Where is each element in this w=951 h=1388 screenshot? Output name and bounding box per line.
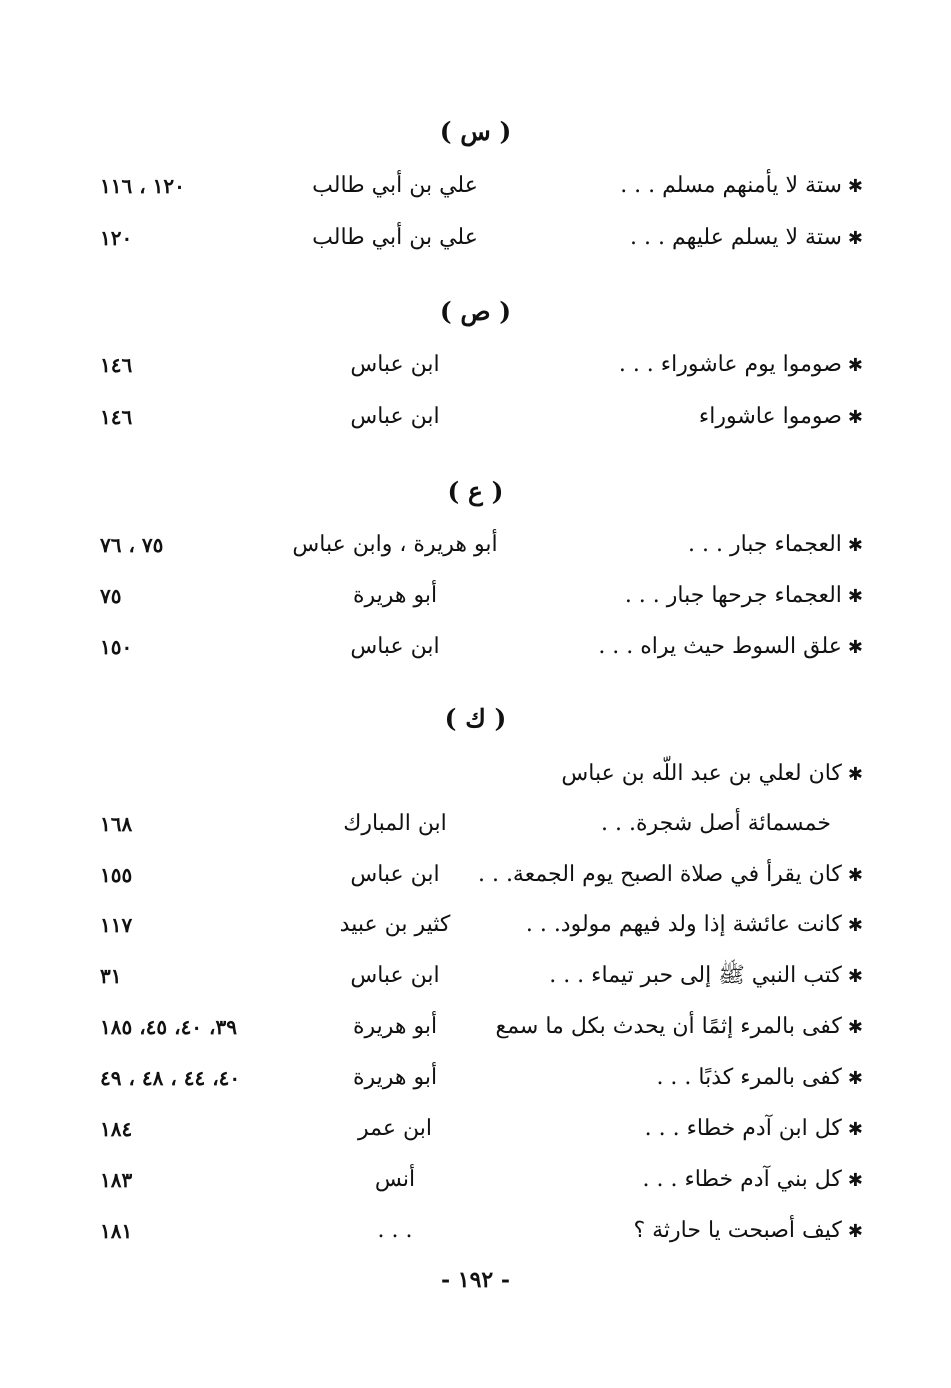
- hadith-text: [561, 754, 863, 795]
- hadith-text-label: ستة لا يسلم عليهم . . .: [630, 225, 842, 250]
- narrator: ابن عباس: [350, 352, 440, 377]
- bullet-icon: ✱: [847, 228, 863, 249]
- page-refs: [100, 956, 290, 996]
- page-refs-label: ١٨٤: [100, 1117, 133, 1141]
- index-row-continuation: [0, 804, 951, 844]
- hadith-text: [478, 855, 863, 896]
- narrator: أبو هريرة: [352, 1065, 438, 1090]
- hadith-text-label: صوموا عاشوراء: [698, 404, 842, 429]
- page-refs: [100, 1109, 290, 1149]
- page-refs-label: ١٥٥: [100, 863, 133, 887]
- page-number: - ١٩٢ -: [440, 1267, 511, 1293]
- bullet-icon: ✱: [847, 176, 863, 197]
- bullet-icon: ✱: [847, 1170, 863, 1191]
- page-refs: [100, 804, 290, 844]
- narrator: . . .: [377, 1218, 413, 1243]
- hadith-text-label: كان لعلي بن عبد اللّه بن عباس: [561, 761, 842, 786]
- narrator: ابن عباس: [350, 963, 440, 988]
- page-refs-label: ٣١: [100, 964, 122, 988]
- bullet-icon: ✱: [847, 1068, 863, 1089]
- page-refs-label: ١٨١: [100, 1219, 133, 1243]
- hadith-text-label: صوموا يوم عاشوراء . . .: [618, 352, 842, 377]
- page-refs-label: ١٤٦: [100, 353, 133, 377]
- page-refs-label: ٣٩، ٤٠، ٤٥، ١٨٥: [100, 1015, 237, 1039]
- index-row: [0, 905, 951, 945]
- hadith-text: [688, 525, 863, 566]
- hadith-text: [526, 905, 863, 946]
- narrator: ابن عباس: [350, 862, 440, 887]
- hadith-text: [630, 218, 863, 259]
- page-refs: [100, 525, 290, 565]
- bullet-icon: ✱: [847, 637, 863, 658]
- narrator: أبو هريرة ، وابن عباس: [292, 532, 498, 557]
- hadith-text-label: كفى بالمرء كذبًا . . .: [656, 1065, 842, 1090]
- hadith-text-label: كتب النبي ﷺ إلى حبر تيماء . . .: [549, 963, 842, 988]
- section-heading-sin: ( س ): [439, 117, 512, 146]
- index-row: [0, 956, 951, 996]
- page-refs: [100, 218, 290, 258]
- page-refs-label: ١٢٠: [100, 226, 133, 250]
- index-row: [0, 345, 951, 385]
- index-row: [0, 1058, 951, 1098]
- index-row: [0, 1109, 951, 1149]
- bullet-icon: ✱: [847, 764, 863, 785]
- bullet-icon: ✱: [847, 407, 863, 428]
- page-refs: [100, 1211, 290, 1251]
- hadith-text: [619, 345, 863, 386]
- hadith-text-label: العجماء جبار . . .: [687, 532, 842, 557]
- bullet-icon: ✱: [847, 966, 863, 987]
- hadith-text-label: كانت عائشة إذا ولد فيهم مولود. . .: [525, 912, 842, 937]
- narrator: ابن عمر: [358, 1116, 432, 1141]
- page-refs: [100, 166, 290, 206]
- bullet-icon: ✱: [847, 586, 863, 607]
- page-refs: [100, 1160, 290, 1200]
- page-refs-label: ١١٧: [100, 913, 133, 937]
- narrator: كثير بن عبيد: [339, 912, 451, 937]
- page-refs-label: ١٤٦: [100, 405, 133, 429]
- section-heading-sad: ( ص ): [439, 297, 512, 326]
- hadith-text-label: كفى بالمرء إثمًا أن يحدث بكل ما سمع: [495, 1014, 842, 1039]
- index-row: [0, 525, 951, 565]
- index-row: [0, 855, 951, 895]
- narrator: أنس: [374, 1167, 416, 1192]
- page-refs-label: ١٢٠ ، ١١٦: [100, 174, 185, 198]
- index-row: [0, 576, 951, 616]
- narrator: ابن عباس: [350, 404, 440, 429]
- narrator: ابن المبارك: [343, 811, 447, 836]
- page-refs: [100, 1007, 290, 1047]
- index-row: [0, 1160, 951, 1200]
- narrator: علي بن أبي طالب: [312, 173, 478, 198]
- hadith-text: [598, 627, 863, 668]
- section-heading-kaf: ( ك ): [444, 704, 507, 733]
- page-refs: [100, 576, 290, 616]
- page-refs-label: ٧٥ ، ٧٦: [100, 533, 164, 557]
- hadith-text-label: كان يقرأ في صلاة الصبح يوم الجمعة. . .: [477, 862, 842, 887]
- bullet-icon: ✱: [847, 1221, 863, 1242]
- hadith-text-label: العجماء جرحها جبار . . .: [624, 583, 842, 608]
- index-row: [0, 1007, 951, 1047]
- page-refs: [100, 754, 290, 794]
- hadith-text-label: ستة لا يأمنهم مسلم . . .: [620, 173, 842, 198]
- bullet-icon: ✱: [847, 535, 863, 556]
- hadith-text: [643, 1160, 864, 1201]
- page-refs-label: ١٥٠: [100, 635, 133, 659]
- page-refs-label: ٧٥: [100, 584, 122, 608]
- hadith-text: [625, 576, 863, 617]
- page-refs: [100, 855, 290, 895]
- hadith-text: [495, 1007, 863, 1048]
- page-refs-label: ٤٠، ٤٤ ، ٤٨ ، ٤٩: [100, 1066, 241, 1090]
- index-row: [0, 627, 951, 667]
- page-refs-label: ١٨٣: [100, 1168, 133, 1192]
- hadith-text: [633, 1211, 863, 1252]
- bullet-icon: ✱: [847, 355, 863, 376]
- page-refs: [100, 397, 290, 437]
- page-refs: [100, 627, 290, 667]
- hadith-text: [656, 1058, 863, 1099]
- section-heading-ain: ( ع ): [447, 477, 504, 506]
- index-row: [0, 754, 951, 794]
- bullet-icon: ✱: [847, 865, 863, 886]
- page-refs: [100, 1058, 290, 1098]
- hadith-text-label: كيف أصبحت يا حارثة ؟: [633, 1218, 842, 1243]
- page-refs: [100, 345, 290, 385]
- hadith-text-label: كل بني آدم خطاء . . .: [642, 1167, 842, 1192]
- hadith-text-label: كل ابن آدم خطاء . . .: [644, 1116, 842, 1141]
- page-refs: [100, 905, 290, 945]
- index-row: [0, 218, 951, 258]
- narrator: أبو هريرة: [352, 1014, 438, 1039]
- page-refs-label: ١٦٨: [100, 812, 133, 836]
- narrator: ابن عباس: [350, 634, 440, 659]
- narrator: أبو هريرة: [352, 583, 438, 608]
- index-row: [0, 166, 951, 206]
- hadith-text: [620, 166, 863, 207]
- hadith-text: خمسمائة أصل شجرة. . .: [601, 811, 831, 836]
- bullet-icon: ✱: [847, 1119, 863, 1140]
- hadith-text: [645, 1109, 863, 1150]
- bullet-icon: ✱: [847, 1017, 863, 1038]
- hadith-text: [699, 397, 863, 438]
- hadith-text-label: علق السوط حيث يراه . . .: [598, 634, 842, 659]
- narrator: علي بن أبي طالب: [312, 225, 478, 250]
- bullet-icon: ✱: [847, 915, 863, 936]
- index-row: [0, 1211, 951, 1251]
- index-row: [0, 397, 951, 437]
- hadith-text: [549, 956, 863, 997]
